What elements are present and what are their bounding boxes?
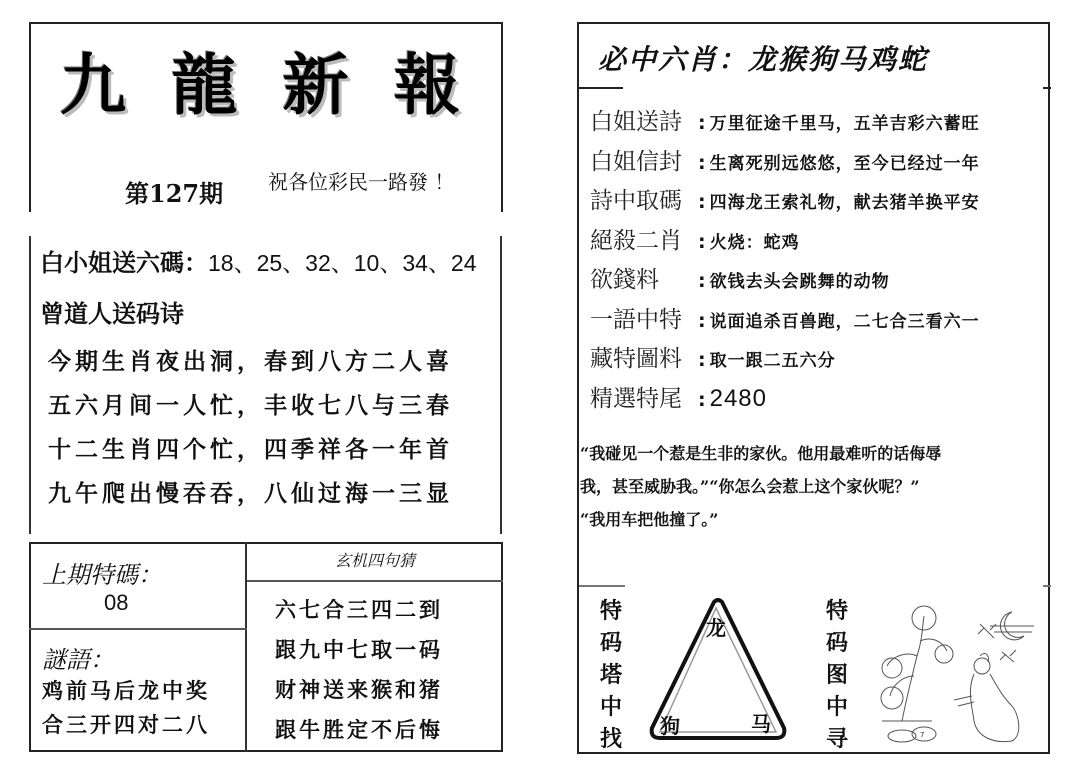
info-row: 一語中特 : 说面追杀百兽跑，二七合三看六一 [590,301,980,341]
title-char-2: 龍 [171,46,238,124]
ink-drawing-illustration [862,596,1042,755]
row-key: 白姐送詩 [590,109,682,135]
tower-label: 特 码 塔 中 找 [599,599,622,752]
row-value: 火烧：蛇鸡 [709,232,800,253]
issue-number: 第127期 [125,179,224,208]
mystery-line: 跟九中七取一码 [275,637,443,662]
row-value: 四海龙王索礼物，献去猪羊换平安 [709,193,980,213]
story-text [580,437,1045,536]
row-key: 白姐信封 [590,148,682,175]
story-line: “我碰见一个惹是生非的家伙。他用最难听的话侮辱 [580,444,942,463]
info-row: 欲錢料 : 欲钱去头会跳舞的动物 [590,261,980,301]
left-border [29,236,31,534]
divider [1043,585,1051,587]
tower-top: 龙 [706,616,726,640]
six-codes-label: 白小姐送六碼： [40,248,208,277]
row-value: 说面追杀百兽跑，二七合三看六一 [709,311,980,332]
poem-line: 今期生肖夜出洞，春到八方二人喜 [48,348,453,375]
must-six-zodiacs: 必中六肖：龙猴狗马鸡蛇 [598,43,929,76]
divider [579,585,625,587]
story-line: “我用车把他撞了。” [580,510,719,529]
riddle [42,674,210,742]
riddle-line: 鸡前马后龙中奖 [42,678,210,703]
row-key: 絕殺二肖 [590,227,682,254]
info-row: 白姐信封 : 生离死别远悠悠，至今已经过一年 [590,143,980,183]
title-char-1: 九 [60,46,126,124]
picture-label: 特 码 图 中 寻 [825,599,848,752]
newspaper-title [60,46,460,124]
row-key: 一語中特 [590,306,682,333]
divider [1043,87,1051,89]
poem-title: 曾道人送码诗 [40,299,184,328]
svg-text:7: 7 [920,731,925,739]
info-row: 詩中取碼 : 四海龙王索礼物，献去猪羊换平安 [590,182,980,222]
divider [579,87,623,89]
row-key: 藏特圖料 [590,346,682,372]
tower-bottom-right: 马 [751,712,771,736]
code-tower [648,598,788,747]
scene-icon [862,596,1042,751]
info-row: 白姐送詩 : 万里征途千里马，五羊吉彩六蓄旺 [590,103,980,143]
row-key: 精選特尾 [590,385,682,412]
last-code-label: 上期特碼： [42,561,162,589]
row-value: 万里征途千里马，五羊吉彩六蓄旺 [709,114,980,134]
mystery-title: 玄机四句猜 [334,551,415,570]
divider [247,580,503,582]
poem-line: 十二生肖四个忙，四季祥各一年首 [48,436,453,463]
greeting-text: 祝各位彩民一路發 ！ [268,170,455,194]
title-char-4: 報 [393,46,460,124]
mystery-verse [275,590,443,750]
mystery-line: 跟牛胜定不后悔 [275,717,443,742]
row-value: 2480 [709,384,767,412]
six-codes-values: 18、25、32、10、34、24 [208,250,477,276]
riddle-label: 謎語： [42,646,114,674]
row-value: 取一跟二五六分 [709,351,836,371]
right-border [500,236,502,534]
info-row: 精選特尾 : 2480 [590,380,980,420]
six-codes [40,243,477,278]
title-char-3: 新 [282,46,349,124]
info-list [590,103,980,419]
mystery-line: 六七合三四二到 [275,597,443,622]
bottom-divider [245,542,247,752]
mystery-line: 财神送来猴和猪 [275,677,443,702]
tower-bottom-left: 狗 [660,714,680,738]
row-value: 生离死别远悠悠，至今已经过一年 [709,153,980,174]
info-row: 絕殺二肖 : 火烧：蛇鸡 [590,222,980,262]
info-row: 藏特圖料 : 取一跟二五六分 [590,340,980,380]
row-key: 詩中取碼 [590,188,682,214]
row-value: 欲钱去头会跳舞的动物 [709,272,890,292]
story-line: 我，甚至威胁我。”“你怎么会惹上这个家伙呢？” [580,477,920,496]
poem-line: 五六月间一人忙，丰收七八与三春 [48,392,453,419]
row-key: 欲錢料 [590,267,659,293]
poem-line: 九午爬出慢吞吞，八仙过海一三显 [48,480,453,507]
riddle-line: 合三开四对二八 [42,712,210,737]
last-code-value: 08 [104,590,129,615]
poem [48,340,478,516]
divider [29,628,247,630]
